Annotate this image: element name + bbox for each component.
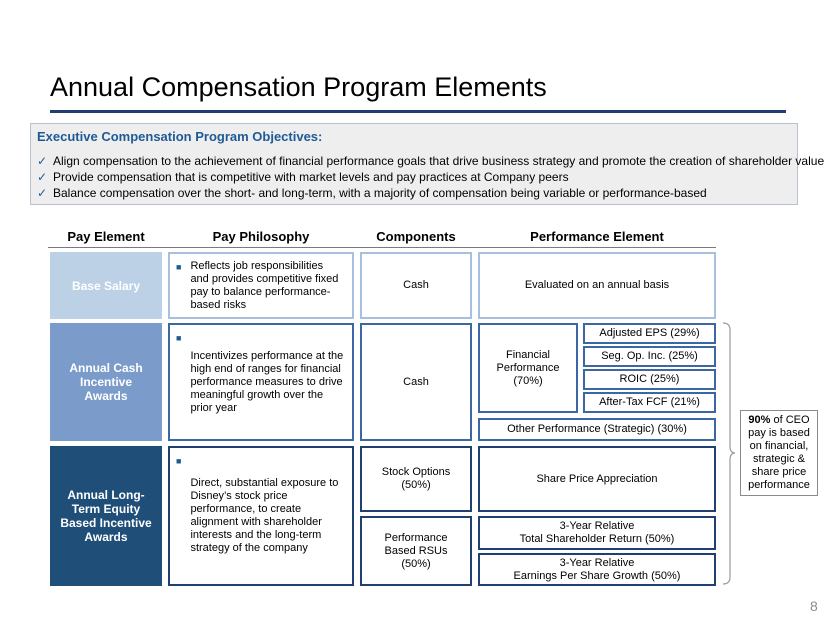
col-header-components: Components (376, 229, 456, 244)
callout-percent: 90% (748, 414, 771, 426)
objective-item (37, 170, 569, 184)
callout-text: of CEO pay is based on financial, strategic & share price performance (748, 414, 810, 491)
objective-text: Provide compensation that is competitive with market levels and pay practices at Company peers (53, 170, 569, 184)
col-header-performance-element: Performance Element (530, 229, 664, 244)
checkmark-icon: ✓ (37, 154, 48, 168)
right-brace-icon (722, 322, 736, 585)
metric-after-tax-fcf: After-Tax FCF (21%) (583, 392, 716, 413)
objective-item (37, 186, 707, 200)
checkmark-icon: ✓ (37, 186, 48, 200)
tsr-line-1: 3-Year Relative (559, 520, 635, 532)
philosophy-base-salary (168, 252, 354, 319)
performance-base-salary: Evaluated on an annual basis (478, 252, 716, 319)
objective-item (37, 154, 824, 168)
component-annual-cash: Cash (360, 323, 472, 441)
square-bullet-icon: ■ (176, 333, 182, 343)
col-header-pay-philosophy: Pay Philosophy (212, 229, 310, 244)
ceo-pay-callout (740, 410, 818, 496)
share-price-appreciation: Share Price Appreciation (478, 446, 716, 512)
pay-element-long-term: Annual Long-Term Equity Based Incentive Awards (50, 446, 162, 586)
pay-element-annual-cash: Annual Cash Incentive Awards (50, 323, 162, 441)
objective-text: Align compensation to the achievement of financial performance goals that drive business strategy and promote the creation of shareholder value (53, 154, 825, 168)
title-underline (50, 110, 786, 113)
objectives-heading: Executive Compensation Program Objectives: (37, 129, 323, 144)
other-performance: Other Performance (Strategic) (30%) (478, 418, 716, 441)
checkmark-icon: ✓ (37, 170, 48, 184)
eps-line-2: Earnings Per Share Growth (50%) (513, 569, 681, 582)
col-header-pay-element: Pay Element (67, 229, 145, 244)
square-bullet-icon: ■ (176, 262, 182, 272)
metric-adjusted-eps: Adjusted EPS (29%) (583, 323, 716, 344)
objectives-panel (30, 123, 825, 205)
header-divider (48, 247, 716, 248)
tsr-line-2: Total Shareholder Return (50%) (519, 533, 675, 545)
square-bullet-icon: ■ (176, 456, 182, 466)
philosophy-text: Reflects job responsibilities and provides competitive fixed pay to balance performance-based risks (190, 259, 339, 311)
component-base-salary: Cash (360, 252, 472, 319)
eps-line-1: 3-Year Relative (559, 556, 635, 569)
financial-performance: Financial Performance (70%) (478, 323, 578, 413)
page-number: 8 (810, 598, 818, 614)
objective-text: Balance compensation over the short- and long-term, with a majority of compensation being variable or performance-based (53, 186, 707, 200)
metric-seg-op-inc: Seg. Op. Inc. (25%) (583, 346, 716, 367)
philosophy-annual-cash (168, 323, 354, 441)
relative-eps-growth (478, 553, 716, 586)
philosophy-text: Direct, substantial exposure to Disney’s stock price performance, to create alignment with shareholder interests and the long-term strategy of the company (190, 477, 339, 554)
component-stock-options: Stock Options (50%) (360, 446, 472, 512)
metric-roic: ROIC (25%) (583, 369, 716, 390)
philosophy-long-term (168, 446, 354, 586)
philosophy-text: Incentivizes performance at the high end of ranges for financial performance measures to drive meaningful growth over the prior year (190, 349, 344, 414)
pay-element-base-salary: Base Salary (50, 252, 162, 319)
page-title: Annual Compensation Program Elements (50, 72, 547, 102)
component-performance-rsus: Performance Based RSUs (50%) (360, 516, 472, 586)
relative-tsr (478, 516, 716, 550)
